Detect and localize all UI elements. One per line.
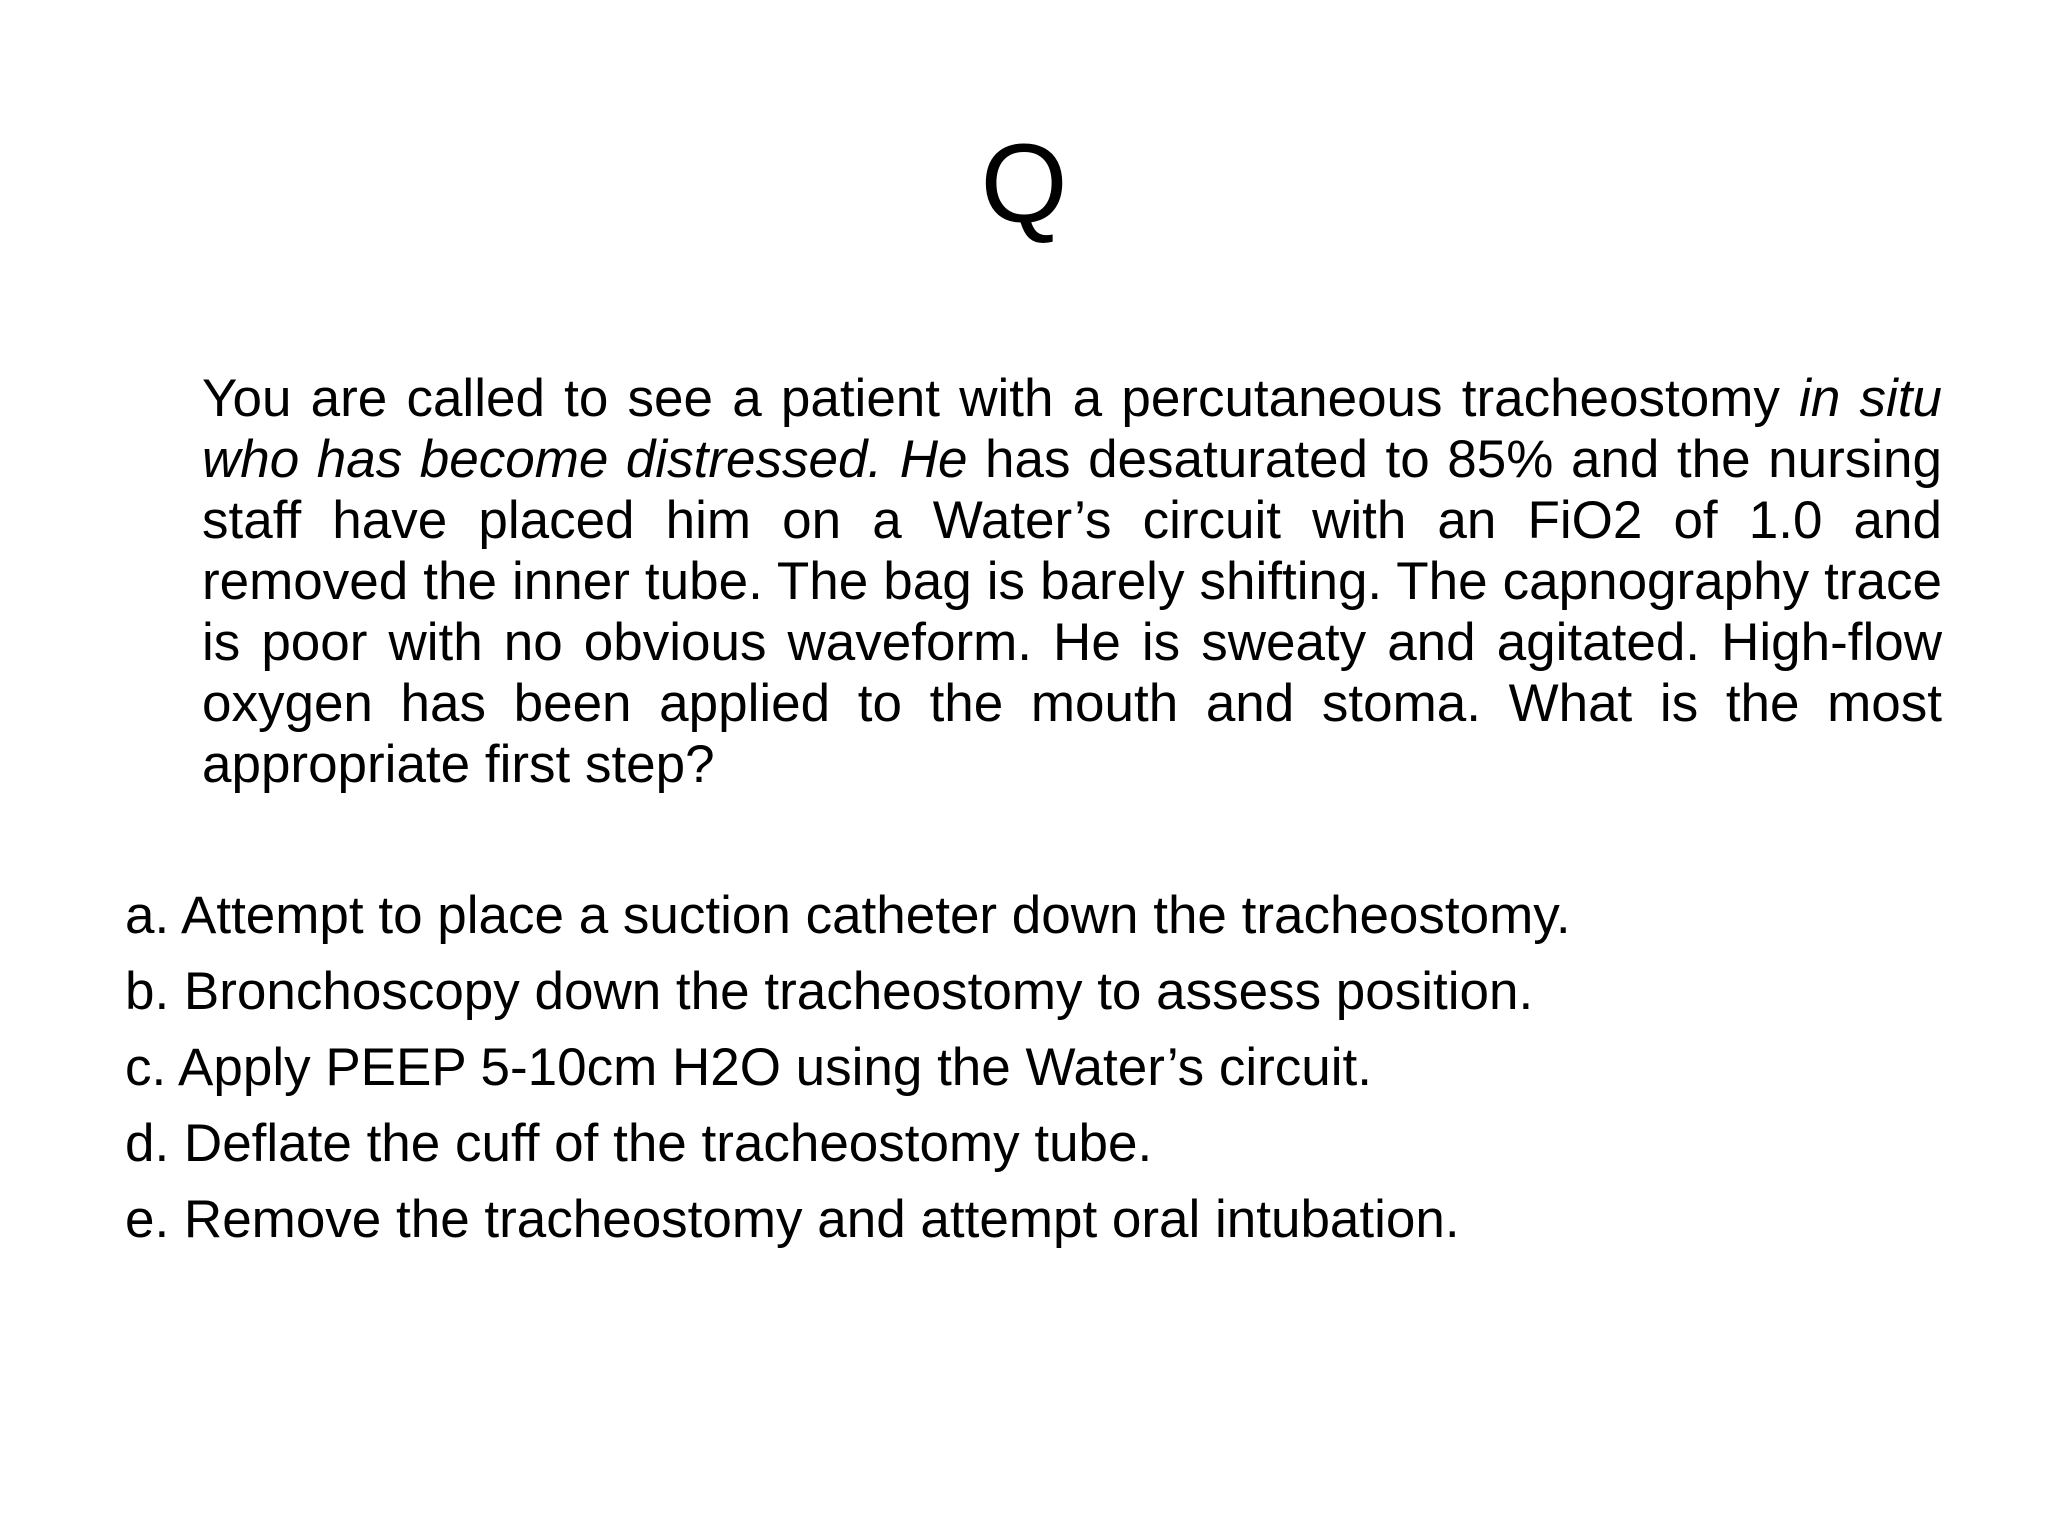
option-a: a. Attempt to place a suction catheter down the tracheostomy. xyxy=(125,886,1571,945)
answer-options xyxy=(125,878,1985,1258)
slide-title: Q xyxy=(980,121,1068,246)
option-e: e. Remove the tracheostomy and attempt oral intubation. xyxy=(125,1190,1460,1249)
question-text-part1: You are called to see a patient with a percutaneous tracheostomy xyxy=(202,369,1800,428)
option-b: b. Bronchoscopy down the tracheostomy to assess position. xyxy=(125,962,1534,1021)
question-text-italic: in situ who has become distressed. He xyxy=(202,369,1942,489)
option-c: c. Apply PEEP 5-10cm H2O using the Water’s circuit. xyxy=(125,1038,1373,1097)
question-stem xyxy=(202,368,1942,795)
question-text-part2: has desaturated to 85% and the nursing staff have placed him on a Water’s circuit with an FiO2 of 1.0 and removed the inner tube. The bag is barely shifting. The capnography trace is poor with no obvious waveform. He is sweaty and agitated. High-flow oxygen has been applied to the mouth and stoma. What is the most appropriate first step? xyxy=(202,430,1942,794)
option-d: d. Deflate the cuff of the tracheostomy tube. xyxy=(125,1114,1153,1173)
